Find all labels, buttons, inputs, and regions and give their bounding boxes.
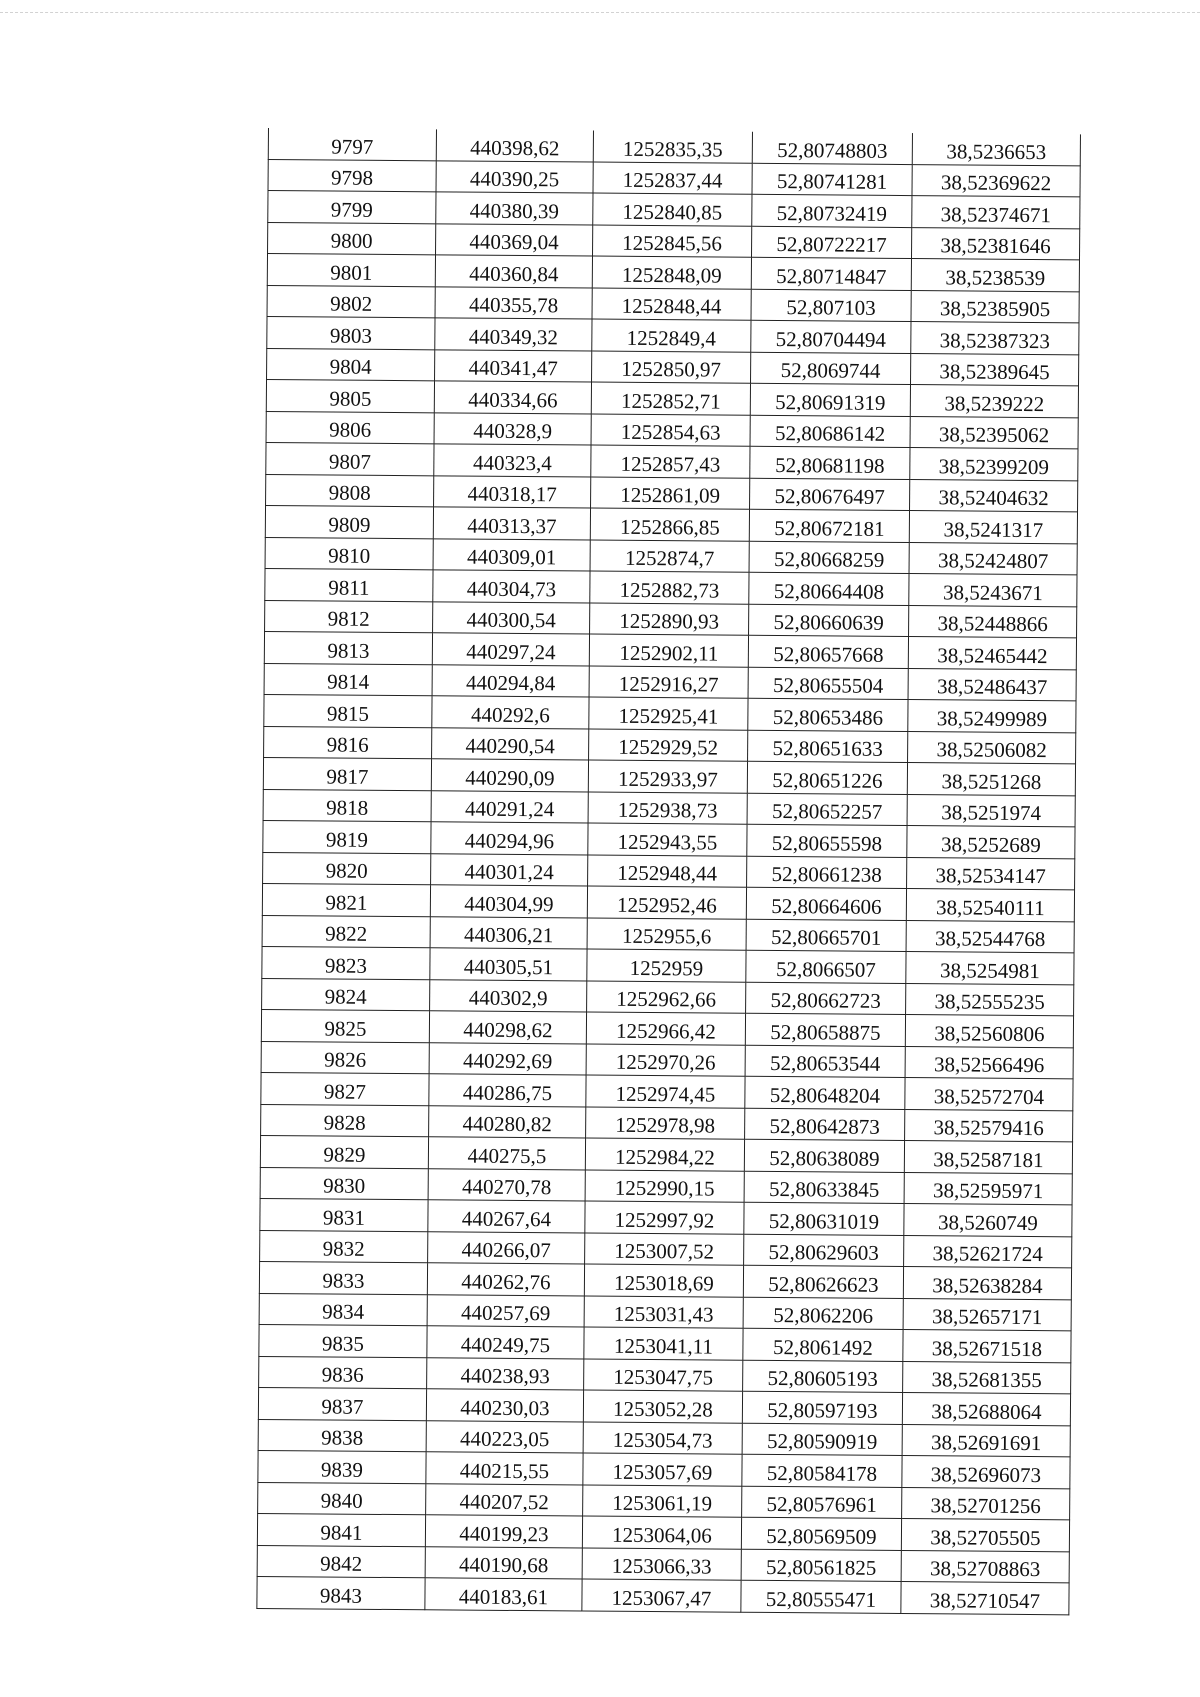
longitude-cell: 38,52555235: [906, 983, 1074, 1016]
y-coordinate-cell: 1252933,97: [588, 760, 747, 793]
latitude-cell: 52,80638089: [744, 1139, 904, 1172]
point-number-cell: 9832: [260, 1230, 428, 1263]
x-coordinate-cell: 440286,75: [429, 1074, 586, 1107]
x-coordinate-cell: 440290,09: [431, 759, 588, 792]
x-coordinate-cell: 440360,84: [435, 255, 592, 288]
latitude-cell: 52,80657668: [748, 635, 908, 668]
latitude-cell: 52,80653486: [748, 698, 908, 731]
x-coordinate-cell: 440190,68: [425, 1546, 582, 1579]
longitude-cell: 38,52657171: [903, 1298, 1071, 1331]
x-coordinate-cell: 440309,01: [433, 538, 590, 571]
coordinates-table-body: [257, 128, 1081, 1614]
y-coordinate-cell: 1253054,73: [583, 1422, 742, 1455]
point-number-cell: 9801: [267, 254, 435, 287]
point-number-cell: 9808: [266, 474, 434, 507]
longitude-cell: 38,52621724: [904, 1235, 1072, 1268]
longitude-cell: 38,5241317: [909, 511, 1077, 544]
x-coordinate-cell: 440207,52: [426, 1483, 583, 1516]
y-coordinate-cell: 1253018,69: [584, 1264, 743, 1297]
scan-edge-line: [0, 12, 1200, 13]
x-coordinate-cell: 440270,78: [428, 1168, 585, 1201]
y-coordinate-cell: 1252850,97: [592, 351, 751, 384]
latitude-cell: 52,80660639: [749, 604, 909, 637]
y-coordinate-cell: 1252952,46: [587, 886, 746, 919]
x-coordinate-cell: 440257,69: [427, 1294, 584, 1327]
latitude-cell: 52,80561825: [741, 1549, 901, 1582]
latitude-cell: 52,80653544: [745, 1045, 905, 1078]
point-number-cell: 9818: [263, 789, 431, 822]
x-coordinate-cell: 440304,73: [433, 570, 590, 603]
latitude-cell: 52,80664408: [749, 572, 909, 605]
x-coordinate-cell: 440298,62: [429, 1011, 586, 1044]
latitude-cell: 52,80655504: [748, 667, 908, 700]
y-coordinate-cell: 1253057,69: [583, 1453, 742, 1486]
y-coordinate-cell: 1252837,44: [593, 162, 752, 195]
y-coordinate-cell: 1252970,26: [586, 1044, 745, 1077]
point-number-cell: 9831: [260, 1198, 428, 1231]
x-coordinate-cell: 440306,21: [430, 916, 587, 949]
longitude-cell: 38,52708863: [901, 1550, 1069, 1583]
longitude-cell: 38,52448866: [909, 605, 1077, 638]
y-coordinate-cell: 1252874,7: [590, 540, 749, 573]
longitude-cell: 38,52579416: [905, 1109, 1073, 1142]
x-coordinate-cell: 440355,78: [435, 286, 592, 319]
latitude-cell: 52,80714847: [751, 257, 911, 290]
latitude-cell: 52,80629603: [744, 1234, 904, 1267]
latitude-cell: 52,80652257: [747, 793, 907, 826]
y-coordinate-cell: 1253064,06: [582, 1516, 741, 1549]
latitude-cell: 52,80590919: [742, 1423, 902, 1456]
longitude-cell: 38,52369622: [912, 164, 1080, 197]
x-coordinate-cell: 440275,5: [428, 1137, 585, 1170]
point-number-cell: 9797: [268, 128, 436, 160]
latitude-cell: 52,8069744: [751, 352, 911, 385]
point-number-cell: 9840: [258, 1482, 426, 1515]
x-coordinate-cell: 440369,04: [436, 223, 593, 256]
latitude-cell: 52,80661238: [747, 856, 907, 889]
longitude-cell: 38,52638284: [903, 1267, 1071, 1300]
latitude-cell: 52,80605193: [743, 1360, 903, 1393]
point-number-cell: 9839: [258, 1450, 426, 1483]
point-number-cell: 9813: [264, 631, 432, 664]
x-coordinate-cell: 440291,24: [431, 790, 588, 823]
latitude-cell: 52,807103: [751, 289, 911, 322]
y-coordinate-cell: 1253047,75: [584, 1359, 743, 1392]
longitude-cell: 38,52587181: [904, 1141, 1072, 1174]
y-coordinate-cell: 1252890,93: [590, 603, 749, 636]
latitude-cell: 52,80691319: [750, 383, 910, 416]
latitude-cell: 52,80651226: [747, 761, 907, 794]
point-number-cell: 9812: [265, 600, 433, 633]
latitude-cell: 52,80668259: [749, 541, 909, 574]
latitude-cell: 52,80665701: [746, 919, 906, 952]
point-number-cell: 9835: [259, 1324, 427, 1357]
point-number-cell: 9828: [261, 1104, 429, 1137]
longitude-cell: 38,52424807: [909, 542, 1077, 575]
longitude-cell: 38,52534147: [907, 857, 1075, 890]
point-number-cell: 9822: [262, 915, 430, 948]
y-coordinate-cell: 1252857,43: [591, 445, 750, 478]
y-coordinate-cell: 1252852,71: [591, 382, 750, 415]
x-coordinate-cell: 440267,64: [428, 1200, 585, 1233]
longitude-cell: 38,52486437: [908, 668, 1076, 701]
point-number-cell: 9798: [268, 159, 436, 192]
x-coordinate-cell: 440292,69: [429, 1042, 586, 1075]
latitude-cell: 52,80704494: [751, 320, 911, 353]
latitude-cell: 52,8062206: [743, 1297, 903, 1330]
latitude-cell: 52,80672181: [749, 509, 909, 542]
x-coordinate-cell: 440238,93: [427, 1357, 584, 1390]
longitude-cell: 38,52389645: [911, 353, 1079, 386]
point-number-cell: 9830: [260, 1167, 428, 1200]
y-coordinate-cell: 1253066,33: [582, 1548, 741, 1581]
longitude-cell: 38,52540111: [906, 889, 1074, 922]
x-coordinate-cell: 440305,51: [430, 948, 587, 981]
x-coordinate-cell: 440230,03: [426, 1389, 583, 1422]
x-coordinate-cell: 440262,76: [427, 1263, 584, 1296]
latitude-cell: 52,80633845: [744, 1171, 904, 1204]
table-row: [257, 1576, 1069, 1614]
latitude-cell: 52,80732419: [752, 194, 912, 227]
point-number-cell: 9825: [261, 1009, 429, 1042]
y-coordinate-cell: 1252997,92: [585, 1201, 744, 1234]
point-number-cell: 9809: [265, 505, 433, 538]
y-coordinate-cell: 1252978,98: [586, 1107, 745, 1140]
longitude-cell: 38,52710547: [901, 1582, 1069, 1615]
x-coordinate-cell: 440318,17: [434, 475, 591, 508]
latitude-cell: 52,80676497: [750, 478, 910, 511]
y-coordinate-cell: 1252882,73: [590, 571, 749, 604]
longitude-cell: 38,52404632: [910, 479, 1078, 512]
point-number-cell: 9803: [267, 316, 435, 349]
y-coordinate-cell: 1252943,55: [588, 823, 747, 856]
point-number-cell: 9810: [265, 537, 433, 570]
longitude-cell: 38,52691691: [902, 1424, 1070, 1457]
longitude-cell: 38,52506082: [908, 731, 1076, 764]
x-coordinate-cell: 440290,54: [432, 727, 589, 760]
x-coordinate-cell: 440294,84: [432, 664, 589, 697]
x-coordinate-cell: 440328,9: [434, 412, 591, 445]
y-coordinate-cell: 1253067,47: [582, 1579, 741, 1612]
point-number-cell: 9827: [261, 1072, 429, 1105]
latitude-cell: 52,80597193: [742, 1391, 902, 1424]
x-coordinate-cell: 440249,75: [427, 1326, 584, 1359]
longitude-cell: 38,5243671: [909, 574, 1077, 607]
longitude-cell: 38,52544768: [906, 920, 1074, 953]
point-number-cell: 9804: [267, 348, 435, 381]
point-number-cell: 9829: [260, 1135, 428, 1168]
x-coordinate-cell: 440302,9: [430, 979, 587, 1012]
latitude-cell: 52,80576961: [742, 1486, 902, 1519]
longitude-cell: 38,52374671: [912, 196, 1080, 229]
longitude-cell: 38,5251268: [907, 763, 1075, 796]
latitude-cell: 52,80722217: [751, 226, 911, 259]
point-number-cell: 9823: [262, 946, 430, 979]
x-coordinate-cell: 440341,47: [435, 349, 592, 382]
point-number-cell: 9826: [261, 1041, 429, 1074]
point-number-cell: 9814: [264, 663, 432, 696]
longitude-cell: 38,52465442: [908, 637, 1076, 670]
y-coordinate-cell: 1252848,09: [592, 256, 751, 289]
latitude-cell: 52,80655598: [747, 824, 907, 857]
x-coordinate-cell: 440380,39: [436, 192, 593, 225]
point-number-cell: 9807: [266, 442, 434, 475]
latitude-cell: 52,80686142: [750, 415, 910, 448]
latitude-cell: 52,80584178: [742, 1454, 902, 1487]
point-number-cell: 9836: [259, 1356, 427, 1389]
latitude-cell: 52,80664606: [746, 887, 906, 920]
y-coordinate-cell: 1252840,85: [593, 193, 752, 226]
x-coordinate-cell: 440266,07: [428, 1231, 585, 1264]
x-coordinate-cell: 440300,54: [433, 601, 590, 634]
coordinates-table: [256, 128, 1081, 1615]
x-coordinate-cell: 440280,82: [429, 1105, 586, 1138]
x-coordinate-cell: 440398,62: [436, 129, 593, 161]
x-coordinate-cell: 440215,55: [426, 1452, 583, 1485]
x-coordinate-cell: 440349,32: [435, 318, 592, 351]
longitude-cell: 38,52572704: [905, 1078, 1073, 1111]
y-coordinate-cell: 1252984,22: [585, 1138, 744, 1171]
latitude-cell: 52,80642873: [745, 1108, 905, 1141]
longitude-cell: 38,52566496: [905, 1046, 1073, 1079]
y-coordinate-cell: 1252966,42: [586, 1012, 745, 1045]
latitude-cell: 52,8061492: [743, 1328, 903, 1361]
y-coordinate-cell: 1252959: [587, 949, 746, 982]
point-number-cell: 9833: [259, 1261, 427, 1294]
y-coordinate-cell: 1252902,11: [589, 634, 748, 667]
x-coordinate-cell: 440313,37: [433, 507, 590, 540]
latitude-cell: 52,80662723: [746, 982, 906, 1015]
y-coordinate-cell: 1252974,45: [586, 1075, 745, 1108]
longitude-cell: 38,5238539: [911, 259, 1079, 292]
longitude-cell: 38,5252689: [907, 826, 1075, 859]
x-coordinate-cell: 440199,23: [425, 1515, 582, 1548]
y-coordinate-cell: 1252848,44: [592, 288, 751, 321]
y-coordinate-cell: 1252990,15: [585, 1170, 744, 1203]
latitude-cell: 52,80651633: [748, 730, 908, 763]
latitude-cell: 52,80555471: [741, 1580, 901, 1613]
latitude-cell: 52,8066507: [746, 950, 906, 983]
point-number-cell: 9802: [267, 285, 435, 318]
x-coordinate-cell: 440292,6: [432, 696, 589, 729]
x-coordinate-cell: 440323,4: [434, 444, 591, 477]
y-coordinate-cell: 1252962,66: [587, 981, 746, 1014]
point-number-cell: 9838: [258, 1419, 426, 1452]
y-coordinate-cell: 1252948,44: [588, 855, 747, 888]
x-coordinate-cell: 440301,24: [431, 853, 588, 886]
y-coordinate-cell: 1252835,35: [593, 131, 752, 163]
longitude-cell: 38,5260749: [904, 1204, 1072, 1237]
y-coordinate-cell: 1252938,73: [588, 792, 747, 825]
point-number-cell: 9821: [262, 883, 430, 916]
y-coordinate-cell: 1252916,27: [589, 666, 748, 699]
longitude-cell: 38,52560806: [905, 1015, 1073, 1048]
longitude-cell: 38,52671518: [903, 1330, 1071, 1363]
longitude-cell: 38,52399209: [910, 448, 1078, 481]
x-coordinate-cell: 440297,24: [432, 633, 589, 666]
longitude-cell: 38,52381646: [911, 227, 1079, 260]
point-number-cell: 9834: [259, 1293, 427, 1326]
y-coordinate-cell: 1252925,41: [589, 697, 748, 730]
point-number-cell: 9811: [265, 568, 433, 601]
y-coordinate-cell: 1252955,6: [587, 918, 746, 951]
longitude-cell: 38,52688064: [902, 1393, 1070, 1426]
y-coordinate-cell: 1253061,19: [583, 1485, 742, 1518]
latitude-cell: 52,80741281: [752, 163, 912, 196]
point-number-cell: 9842: [257, 1545, 425, 1578]
point-number-cell: 9816: [264, 726, 432, 759]
x-coordinate-cell: 440223,05: [426, 1420, 583, 1453]
y-coordinate-cell: 1253007,52: [585, 1233, 744, 1266]
point-number-cell: 9841: [257, 1513, 425, 1546]
y-coordinate-cell: 1252845,56: [593, 225, 752, 258]
point-number-cell: 9843: [257, 1576, 425, 1609]
point-number-cell: 9817: [263, 757, 431, 790]
latitude-cell: 52,80681198: [750, 446, 910, 479]
longitude-cell: 38,5236653: [912, 133, 1080, 165]
point-number-cell: 9820: [263, 852, 431, 885]
x-coordinate-cell: 440304,99: [430, 885, 587, 918]
y-coordinate-cell: 1252854,63: [591, 414, 750, 447]
longitude-cell: 38,5254981: [906, 952, 1074, 985]
latitude-cell: 52,80569509: [741, 1517, 901, 1550]
x-coordinate-cell: 440294,96: [431, 822, 588, 855]
latitude-cell: 52,80626623: [743, 1265, 903, 1298]
y-coordinate-cell: 1252849,4: [592, 319, 751, 352]
latitude-cell: 52,80648204: [745, 1076, 905, 1109]
longitude-cell: 38,5239222: [910, 385, 1078, 418]
longitude-cell: 38,5251974: [907, 794, 1075, 827]
x-coordinate-cell: 440334,66: [434, 381, 591, 414]
point-number-cell: 9799: [268, 191, 436, 224]
point-number-cell: 9815: [264, 694, 432, 727]
y-coordinate-cell: 1252929,52: [589, 729, 748, 762]
point-number-cell: 9806: [266, 411, 434, 444]
longitude-cell: 38,52595971: [904, 1172, 1072, 1205]
y-coordinate-cell: 1253052,28: [583, 1390, 742, 1423]
longitude-cell: 38,52696073: [902, 1456, 1070, 1489]
longitude-cell: 38,52387323: [911, 322, 1079, 355]
point-number-cell: 9819: [263, 820, 431, 853]
longitude-cell: 38,52499989: [908, 700, 1076, 733]
latitude-cell: 52,80631019: [744, 1202, 904, 1235]
y-coordinate-cell: 1252866,85: [590, 508, 749, 541]
latitude-cell: 52,80658875: [745, 1013, 905, 1046]
x-coordinate-cell: 440390,25: [436, 160, 593, 193]
y-coordinate-cell: 1253031,43: [584, 1296, 743, 1329]
longitude-cell: 38,52701256: [902, 1487, 1070, 1520]
longitude-cell: 38,52395062: [910, 416, 1078, 449]
longitude-cell: 38,52681355: [903, 1361, 1071, 1394]
longitude-cell: 38,52705505: [901, 1519, 1069, 1552]
point-number-cell: 9824: [262, 978, 430, 1011]
x-coordinate-cell: 440183,61: [425, 1578, 582, 1611]
latitude-cell: 52,80748803: [752, 132, 912, 164]
point-number-cell: 9805: [266, 379, 434, 412]
y-coordinate-cell: 1252861,09: [591, 477, 750, 510]
longitude-cell: 38,52385905: [911, 290, 1079, 323]
y-coordinate-cell: 1253041,11: [584, 1327, 743, 1360]
point-number-cell: 9837: [258, 1387, 426, 1420]
point-number-cell: 9800: [268, 222, 436, 255]
